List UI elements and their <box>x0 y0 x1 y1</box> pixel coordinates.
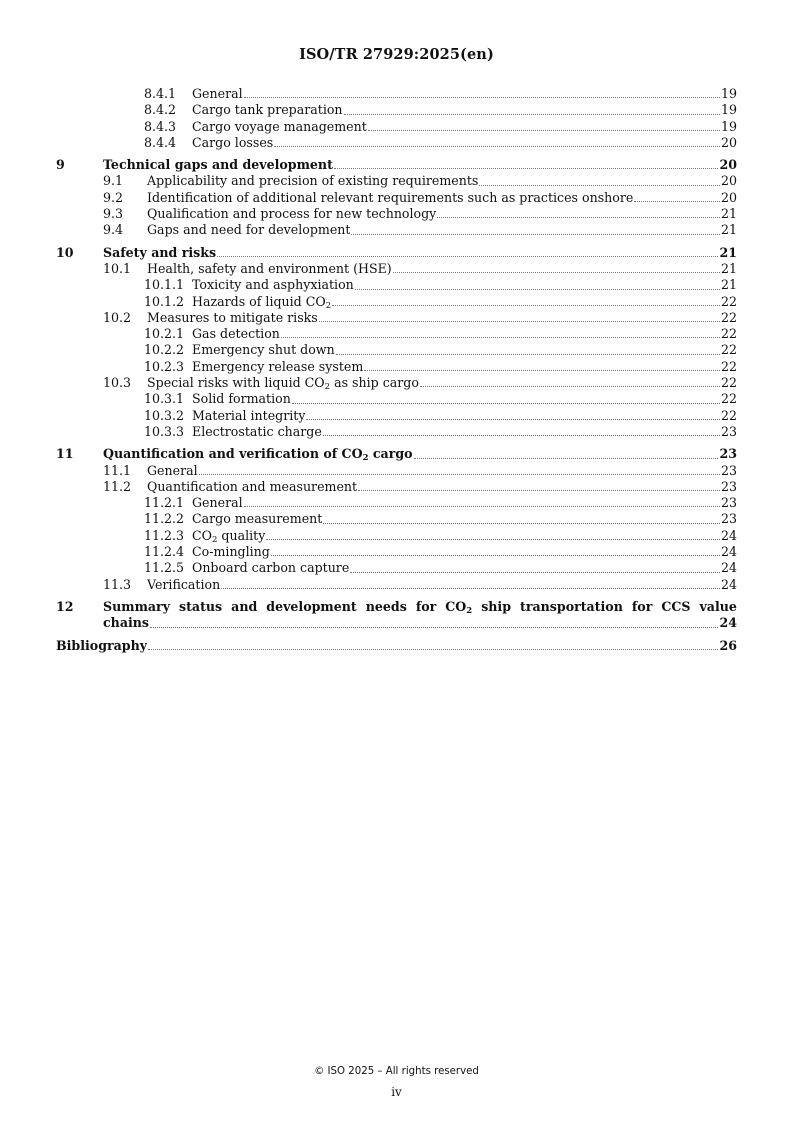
toc-entry-number: 8.4.4 <box>144 134 177 150</box>
document-header: ISO/TR 27929:2025(en) <box>299 46 494 63</box>
dot-leader <box>368 130 720 131</box>
dot-leader <box>150 627 718 628</box>
dot-leader <box>358 490 720 491</box>
toc-entry-number: 10.3 <box>103 375 132 391</box>
title-word: CCS <box>661 598 691 614</box>
dot-leader <box>437 217 720 218</box>
toc-entry[interactable] <box>56 577 737 593</box>
dot-leader <box>350 572 720 573</box>
subscript: 2 <box>362 453 369 463</box>
toc-entry[interactable] <box>56 157 737 173</box>
toc-entry-page: 23 <box>720 495 737 511</box>
toc-entry-number: 10.3.2 <box>144 407 185 423</box>
toc-entry-page: 24 <box>719 615 737 631</box>
toc-entry-page: 23 <box>720 511 737 527</box>
toc-entry[interactable] <box>56 294 737 310</box>
toc-entry-number: 10.2.3 <box>144 358 185 374</box>
toc-entry-number: 11.3 <box>103 576 132 592</box>
toc-entry-number: 10.1 <box>103 260 132 276</box>
toc-entry-number: 10.2 <box>103 309 132 325</box>
toc-entry[interactable] <box>56 277 737 293</box>
toc-entry[interactable] <box>56 102 737 118</box>
toc-entry[interactable] <box>56 544 737 560</box>
toc-entry-title: $CO_2$ quality <box>192 527 266 545</box>
toc-entry-title: Bibliography <box>56 637 148 653</box>
toc-entry-title-line2: chains <box>103 615 150 631</box>
toc-entry-page: 19 <box>720 118 737 134</box>
dot-leader <box>281 337 720 338</box>
dot-leader <box>351 234 720 235</box>
toc-entry-page: 21 <box>720 260 737 276</box>
dot-leader <box>292 403 720 404</box>
toc-entry-page: 26 <box>719 637 737 653</box>
toc-entry-title: Onboard carbon capture <box>192 560 350 576</box>
toc-entry-title: Gaps and need for development <box>147 222 351 238</box>
copyright-footer: © ISO 2025 – All rights reserved <box>314 1066 479 1077</box>
toc-entry-page: 22 <box>720 375 737 391</box>
toc-entry-title: Emergency release system <box>192 358 364 374</box>
toc-entry-page: 23 <box>719 446 737 462</box>
toc-entry[interactable] <box>56 511 737 527</box>
dot-leader <box>414 458 719 459</box>
toc-entry[interactable] <box>56 599 737 632</box>
toc-entry-number: 8.4.1 <box>144 86 177 101</box>
toc-entry-number: 12 <box>56 598 74 614</box>
toc-entry[interactable] <box>56 245 737 261</box>
dot-leader <box>634 201 720 202</box>
toc-entry-title: Cargo voyage management <box>192 118 367 134</box>
dot-leader <box>306 419 720 420</box>
toc-entry-page: 22 <box>720 293 737 309</box>
subscript: 2 <box>211 534 218 545</box>
toc-entry-title: Hazards of liquid $CO_2$ <box>192 293 332 310</box>
toc-entry-page: 23 <box>720 423 737 439</box>
toc-entry[interactable] <box>56 424 737 440</box>
subscript: 2 <box>325 300 332 310</box>
toc-entry-title: Measures to mitigate risks <box>147 309 318 325</box>
dot-leader <box>244 97 720 98</box>
toc-entry-title: Applicability and precision of existing requirements <box>147 173 479 189</box>
dot-leader <box>274 146 720 147</box>
toc-entry-number: 11.2.3 <box>144 527 185 543</box>
toc-entry-title: Cargo tank preparation <box>192 102 343 118</box>
subscript: 2 <box>466 605 473 616</box>
toc-entry-page: 21 <box>720 206 737 222</box>
toc-entry[interactable] <box>56 261 737 277</box>
toc-entry[interactable] <box>56 326 737 342</box>
toc-entry-page: 23 <box>720 462 737 478</box>
title-word: and <box>231 598 258 614</box>
dot-leader <box>148 649 718 650</box>
toc-entry[interactable] <box>56 446 737 462</box>
toc-entry-title: Verification <box>147 576 221 592</box>
toc-entry-number: 9 <box>56 157 65 173</box>
toc-entry[interactable] <box>56 119 737 135</box>
toc-entry-number: 11.2.2 <box>144 511 185 527</box>
toc-entry[interactable] <box>56 173 737 189</box>
table-of-contents <box>56 86 737 654</box>
toc-entry-page: 22 <box>720 407 737 423</box>
toc-entry-title: Technical gaps and development <box>103 157 333 173</box>
toc-entry[interactable] <box>56 463 737 479</box>
toc-entry-page: 21 <box>720 277 737 293</box>
toc-entry[interactable] <box>56 528 737 544</box>
dot-leader <box>344 114 720 115</box>
toc-entry-page: 19 <box>720 102 737 118</box>
dot-leader <box>332 305 720 306</box>
subscript: 2 <box>324 382 331 392</box>
title-word: for <box>415 598 437 614</box>
toc-entry-page: 20 <box>720 189 737 205</box>
dot-leader <box>199 474 720 475</box>
toc-entry-number: 11.2.5 <box>144 560 185 576</box>
toc-entry-bibliography[interactable] <box>56 638 737 654</box>
toc-entry-number: 9.2 <box>103 189 124 205</box>
toc-entry-page: 21 <box>720 222 737 238</box>
toc-entry-page: 24 <box>720 560 737 576</box>
toc-entry-number: 11.2 <box>103 478 132 494</box>
title-word: value <box>699 598 737 614</box>
page-folio: iv <box>391 1085 402 1099</box>
toc-entry-number: 8.4.2 <box>144 102 177 118</box>
dot-leader <box>393 272 720 273</box>
toc-entry[interactable] <box>56 495 737 511</box>
toc-entry-title: Gas detection <box>192 326 280 342</box>
toc-entry-title: Cargo losses <box>192 134 274 150</box>
toc-entry-page: 20 <box>719 157 737 173</box>
toc-entry[interactable] <box>56 479 737 495</box>
title-word: development <box>266 598 357 614</box>
toc-entry[interactable] <box>56 375 737 391</box>
toc-entry-title-line1 <box>56 599 737 615</box>
toc-entry-title: Emergency shut down <box>192 342 335 358</box>
toc-entry-number: 9.1 <box>103 173 124 189</box>
toc-entry-number: 9.3 <box>103 206 124 222</box>
title-word: status <box>179 598 223 614</box>
toc-entry-title: General <box>192 495 243 511</box>
dot-leader <box>420 386 720 387</box>
toc-entry-number: 10.1.1 <box>144 277 185 293</box>
dot-leader <box>323 435 720 436</box>
toc-entry-number: 10.2.1 <box>144 326 185 342</box>
dot-leader <box>355 289 720 290</box>
toc-entry-title: General <box>192 86 243 101</box>
title-word: $CO_2$ <box>445 598 473 616</box>
toc-entry[interactable] <box>56 342 737 358</box>
toc-entry-title: Material integrity <box>192 407 306 423</box>
toc-entry-page: 24 <box>720 576 737 592</box>
toc-entry-title: Identification of additional relevant requirements such as practices onshore <box>147 189 634 205</box>
toc-entry-title: Health, safety and environment (HSE) <box>147 260 392 276</box>
title-word: Summary <box>103 598 171 614</box>
dot-leader <box>221 588 720 589</box>
dot-leader <box>336 354 720 355</box>
toc-entry-title: Toxicity and asphyxiation <box>192 277 354 293</box>
dot-leader <box>271 555 720 556</box>
toc-entry-page: 19 <box>720 86 737 101</box>
toc-entry-page: 22 <box>720 326 737 342</box>
toc-entry-number: 8.4.3 <box>144 118 177 134</box>
toc-entry[interactable] <box>56 190 737 206</box>
dot-leader <box>323 523 720 524</box>
dot-leader <box>217 256 718 257</box>
toc-entry-title: Solid formation <box>192 391 291 407</box>
toc-entry-title: Quantification and measurement <box>147 478 358 494</box>
toc-entry-title: Co-mingling <box>192 544 270 560</box>
toc-entry-number: 11.2.1 <box>144 495 185 511</box>
toc-entry-title: Electrostatic charge <box>192 423 322 439</box>
toc-entry-number: 11.1 <box>103 462 132 478</box>
toc-entry-title: Quantification and verification of $CO_2$ cargo <box>103 446 413 463</box>
toc-entry[interactable] <box>56 391 737 407</box>
toc-entry-page: 22 <box>720 391 737 407</box>
toc-entry[interactable] <box>56 206 737 222</box>
dot-leader <box>334 168 719 169</box>
toc-entry-page: 24 <box>720 527 737 543</box>
toc-entry-page: 22 <box>720 342 737 358</box>
toc-entry[interactable] <box>56 359 737 375</box>
dot-leader <box>364 370 720 371</box>
toc-entry-number: 10.3.3 <box>144 423 185 439</box>
dot-leader <box>266 539 720 540</box>
toc-entry-number: 10.2.2 <box>144 342 185 358</box>
toc-entry[interactable] <box>56 310 737 326</box>
toc-entry-page: 20 <box>720 134 737 150</box>
dot-leader <box>319 321 720 322</box>
toc-entry-title: Special risks with liquid $CO_2$ as ship cargo <box>147 375 419 392</box>
toc-entry-number: 10.3.1 <box>144 391 185 407</box>
toc-entry-page: 20 <box>720 173 737 189</box>
toc-entry-number: 10 <box>56 244 74 260</box>
toc-entry[interactable] <box>56 408 737 424</box>
toc-entry-page: 21 <box>719 244 737 260</box>
toc-entry[interactable] <box>56 86 737 102</box>
toc-entry-number: 10.1.2 <box>144 293 185 309</box>
toc-entry[interactable] <box>56 560 737 576</box>
dot-leader <box>479 185 720 186</box>
toc-entry-number: 9.4 <box>103 222 124 238</box>
title-word: ship <box>481 598 512 614</box>
toc-entry-title: Qualification and process for new technology <box>147 206 437 222</box>
toc-entry[interactable] <box>56 135 737 151</box>
toc-entry-page: 24 <box>720 544 737 560</box>
toc-entry-number: 11 <box>56 446 74 462</box>
title-word: for <box>631 598 653 614</box>
toc-entry-title: Cargo measurement <box>192 511 323 527</box>
toc-entry-title: Safety and risks <box>103 244 217 260</box>
title-word: transportation <box>520 598 623 614</box>
dot-leader <box>244 506 720 507</box>
toc-entry-page: 22 <box>720 309 737 325</box>
toc-entry-title: General <box>147 462 198 478</box>
toc-entry[interactable] <box>56 222 737 238</box>
toc-entry-page: 22 <box>720 358 737 374</box>
title-word: needs <box>365 598 407 614</box>
toc-entry-page: 23 <box>720 478 737 494</box>
toc-entry-number: 11.2.4 <box>144 544 185 560</box>
